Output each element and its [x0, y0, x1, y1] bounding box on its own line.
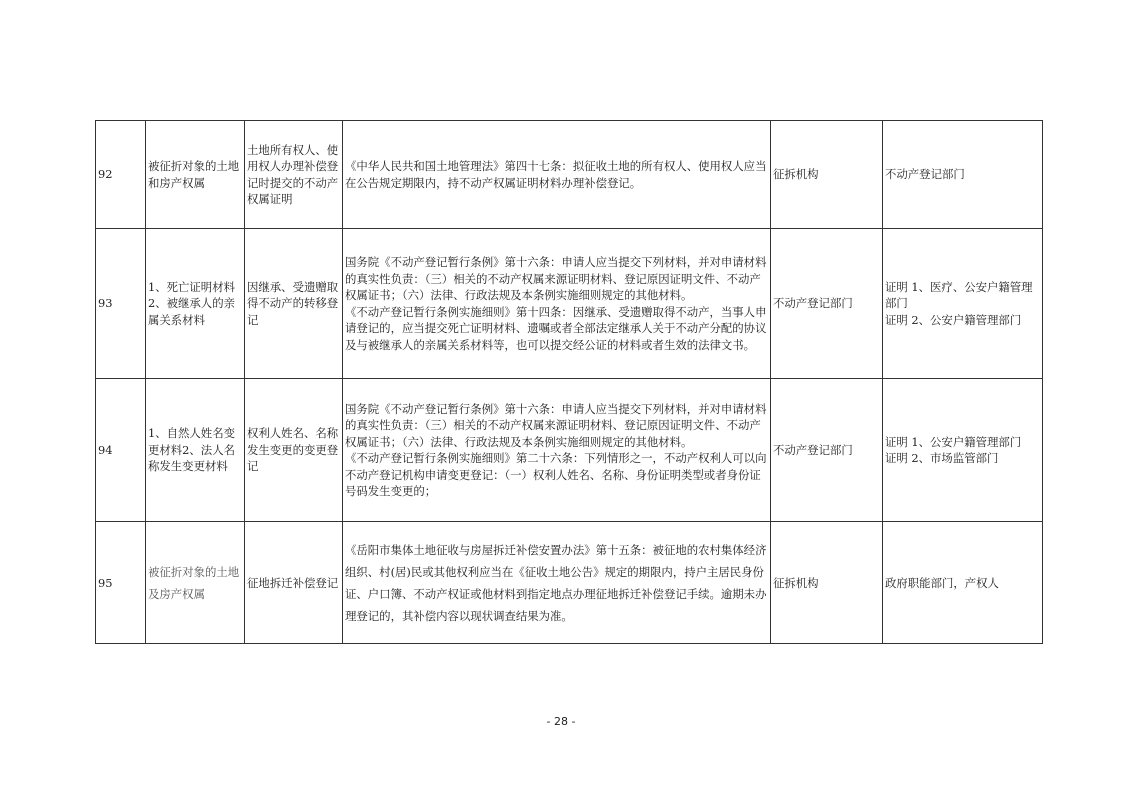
material-desc: 征地拆迁补偿登记 [245, 522, 343, 644]
legal-basis-text: 《岳阳市集体土地征收与房屋拆迁补偿安置办法》第十五条：被征地的农村集体经济组织、村(居)民或其他权利应当在《征收土地公告》规定的期限内，持户主居民身份证、户口簿、不动产权证或他材料到指定地点办理征地拆迁补偿登记手续。逾期未办理登记的，其补偿内容以现状调查结果为准。 [345, 542, 767, 623]
row-number: 95 [96, 522, 146, 644]
legal-basis-text: 《不动产登记暂行条例实施细则》第二十六条：下列情形之一，不动产权利人可以向不动产登记机构申请变更登记：（一）权利人姓名、名称、身份证明类型或者身份证号码发生变更的； [345, 451, 767, 498]
legal-basis [343, 379, 771, 522]
item-name: 1、自然人姓名变更材料2、法人名称发生变更材料 [146, 379, 245, 522]
legal-basis-text: 《中华人民共和国土地管理法》第四十七条：拟征收土地的所有权人、使用权人应当在公告规定期限内，持不动产权属证明材料办理补偿登记。 [345, 159, 767, 190]
item-name: 1、死亡证明材料2、被继承人的亲属关系材料 [146, 229, 245, 379]
row-number: 92 [96, 121, 146, 229]
source-dept: 不动产登记部门 [771, 229, 883, 379]
material-desc: 土地所有权人、使用权人办理补偿登记时提交的不动产权属证明 [245, 121, 343, 229]
legal-basis-text: 国务院《不动产登记暂行条例》第十六条：申请人应当提交下列材料，并对申请材料的真实性负责：（三）相关的不动产权属来源证明材料、登记原因证明文件、不动产权属证书；（六）法律、行政法规及本条例实施细则规定的其他材料。 [345, 401, 767, 449]
legal-basis-text: 国务院《不动产登记暂行条例》第十六条：申请人应当提交下列材料，并对申请材料的真实性负责：（三）相关的不动产权属来源证明材料、登记原因证明文件、不动产权属证书；（六）法律、行政法规及本条例实施细则规定的其他材料。 [345, 255, 767, 302]
material-desc: 权利人姓名、名称发生变更的变更登记 [245, 379, 343, 522]
provider-text: 政府职能部门，产权人 [885, 575, 999, 590]
row-number: 93 [96, 229, 146, 379]
provider-dept [883, 522, 1043, 644]
material-desc: 因继承、受遗赠取得不动产的转移登记 [245, 229, 343, 379]
table-row [96, 522, 1043, 644]
provider-text: 不动产登记部门 [885, 167, 965, 182]
provider-text: 证明 1、公安户籍管理部门 [885, 434, 1022, 449]
provider-dept [883, 121, 1043, 229]
table-row [96, 121, 1043, 229]
table-row [96, 229, 1043, 379]
legal-basis [343, 121, 771, 229]
source-dept: 征拆机构 [771, 121, 883, 229]
source-dept: 不动产登记部门 [771, 379, 883, 522]
item-name: 被征折对象的土地及房产权属 [146, 522, 245, 644]
provider-text: 证明 2、市场监管部门 [885, 451, 999, 465]
legal-basis-text: 《不动产登记暂行条例实施细则》第十四条：因继承、受遗赠取得不动产，当事人申请登记的，应当提交死亡证明材料、遗嘱或者全部法定继承人关于不动产分配的协议及与被继承人的亲属关系材料等，也可以提交经公证的材料或者生效的法律文书。 [345, 304, 767, 352]
row-number: 94 [96, 379, 146, 522]
provider-dept [883, 229, 1043, 379]
legal-basis [343, 229, 771, 379]
legal-basis [343, 522, 771, 644]
page-number: - 28 - [546, 715, 576, 728]
materials-table [95, 120, 1043, 644]
source-dept: 征拆机构 [771, 522, 883, 644]
provider-text: 证明 1、医疗、公安户籍管理部门 [885, 279, 1033, 311]
table-row [96, 379, 1043, 522]
provider-dept [883, 379, 1043, 522]
provider-text: 证明 2、公安户籍管理部门 [885, 312, 1022, 327]
item-name: 被征折对象的土地和房产权属 [146, 121, 245, 229]
